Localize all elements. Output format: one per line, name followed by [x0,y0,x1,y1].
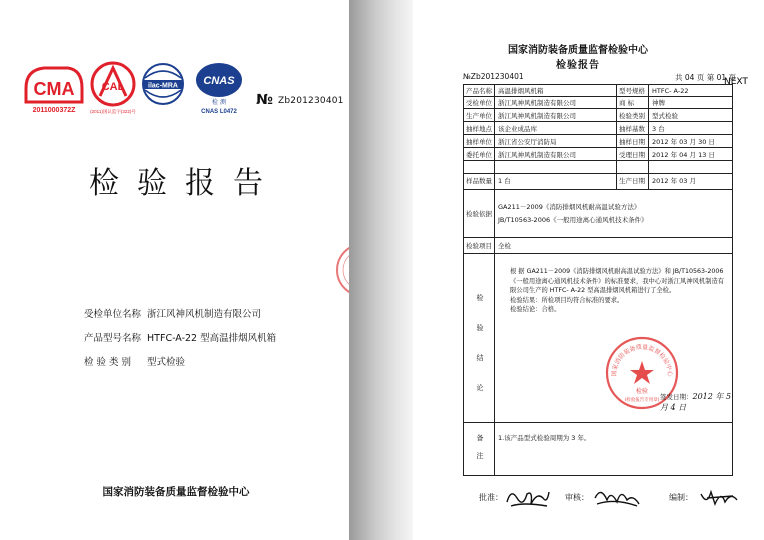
info-value: HTFC-A-22 型高温排烟风机箱 [147,333,277,344]
items-value: 全检 [498,242,511,250]
table-line [464,134,732,135]
conclusion-result: 检验结果：所检项目均符合标准的要求。 [510,296,624,304]
cnas-code: CNAS L0472 [201,109,237,115]
info-label: 检 验 类 别 [84,357,132,368]
info-row-client [84,306,276,330]
row-label: 受理日期 [619,151,645,159]
row-value: HTFC- A-22 [652,87,689,95]
row-label: 抽样日期 [619,138,645,146]
info-row-product [84,330,276,354]
approve-label: 批准： [479,493,503,502]
conclusion-paragraph: 根 据 GA211－2009《消防排烟风机耐高温试验方法》和 JB/T10563-2006《一般用途离心通风机技术条件》的标准要求，我中心对浙江风神风机制造有限公司生产的 HTFC- A-22 型高温排烟风机箱进行了全检。 [510,268,725,295]
notes-label-char: 注 [476,452,484,460]
conclusion-label-char: 论 [476,384,484,392]
sign-date [660,391,732,413]
info-value: 型式检验 [147,357,186,368]
report-number: №Zb201230401 [463,72,524,81]
sign-date-value: 2012 年 5 月 4 日 [660,392,732,412]
ilac-mra-logo-icon [143,64,183,104]
basis-label: 检验依据 [466,210,492,218]
row-label: 商 标 [619,99,635,107]
number-mark: № [256,92,273,108]
table-line [464,189,732,190]
row-value: 高温排烟风机箱 [498,87,544,95]
seal-text: 国家消防装备质量监督检验中心 [610,343,674,377]
cma-text: CMA [33,79,75,99]
table-line [464,108,732,109]
row-label: 受检单位 [466,99,492,107]
table-line [464,160,732,161]
row-label: 产品名称 [466,87,492,95]
row-label: 抽样地点 [466,125,492,133]
certification-logos [22,58,252,118]
cover-report-number: Zb201230401 [278,96,344,106]
info-label: 产品型号名称 [84,333,142,344]
row-value: 神牌 [652,99,665,107]
next-button[interactable]: NEXT [724,77,748,87]
row-value: 该企业成品库 [498,125,537,133]
row-label: 抽样单位 [466,138,492,146]
basis-line: GA211－2009《消防排烟风机耐高温试验方法》 [498,203,641,211]
table-line [464,253,732,254]
page-info: 共 04 页 第 01 页 [675,73,737,82]
cal-logo-icon [90,63,136,115]
approver-signature-icon [503,484,553,512]
table-line [494,85,495,475]
ilac-text: ilac-MRA [148,82,178,90]
row-label: 生产日期 [619,177,645,185]
table-line [648,85,649,189]
table-line [464,96,732,97]
cover-page [0,0,352,540]
signatures [479,484,759,514]
cma-code: 2011000372Z [32,107,76,114]
seal-note: (检验报告专用章) [624,398,660,403]
notes-text: 1.该产品型式检验周期为 3 年。 [498,434,591,442]
conclusion-label-char: 检 [476,294,484,302]
table-line [464,173,732,174]
cnas-text: CNAS [203,75,235,87]
row-value: 2012 年 04 月 13 日 [652,151,715,159]
cover-info [84,306,276,378]
cma-logo-icon [26,68,82,114]
table-line [616,85,617,189]
table-line [464,147,732,148]
row-value: 2012 年 03 月 30 日 [652,138,715,146]
cover-title: 检验报告 [89,166,281,201]
cnas-logo-icon [196,63,242,115]
seal-sub: 检验 [635,388,649,395]
row-value: 3 台 [652,125,665,133]
row-label: 委托单位 [466,151,492,159]
basis-line: JB/T10563-2006《一般用途离心通风机技术条件》 [498,216,648,224]
report-table [463,84,733,476]
compile-label: 编制： [669,493,693,502]
info-row-type [84,354,276,378]
review-label: 审核： [565,493,589,502]
report-org: 国家消防装备质量监督检验中心 [508,45,648,56]
row-value: 型式检验 [652,112,678,120]
conclusion-text [496,267,728,315]
notes-label-char: 备 [476,434,484,442]
cal-code: (2011)国认监字(322)号 [90,109,136,114]
row-label: 型号规格 [619,87,645,95]
items-label: 检验项目 [466,242,492,250]
info-label: 受检单位名称 [84,309,142,320]
cover-footer-org: 国家消防装备质量监督检验中心 [102,486,250,498]
compiler-signature-icon [697,484,741,512]
report-page [413,0,764,540]
row-label: 生产单位 [466,112,492,120]
row-value: 1 台 [498,177,511,185]
conclusion-verdict: 检验结论：合格。 [510,306,561,314]
row-value: 2012 年 03 月 [652,177,697,185]
row-value: 浙江省公安厅消防局 [498,138,557,146]
info-value: 浙江风神风机制造有限公司 [147,309,262,320]
conclusion-label-char: 验 [476,324,484,332]
row-value: 浙江风神风机制造有限公司 [498,151,576,159]
row-label: 抽样基数 [619,125,645,133]
row-value: 浙江风神风机制造有限公司 [498,99,576,107]
row-value: 浙江风神风机制造有限公司 [498,112,576,120]
table-line [464,237,732,238]
conclusion-label-char: 结 [476,354,484,362]
row-label: 样品数量 [466,177,492,185]
sign-date-label: 签发日期： [660,393,693,401]
reviewer-signature-icon [591,484,643,512]
seal-star-icon [630,361,654,384]
row-label: 检验类别 [619,112,645,120]
report-title: 检验报告 [556,60,600,71]
table-line [464,121,732,122]
book-spine-shadow [349,0,413,540]
table-line [464,422,732,423]
cnas-sub: 检 测 [212,99,226,106]
cal-text: CAL [101,81,125,93]
